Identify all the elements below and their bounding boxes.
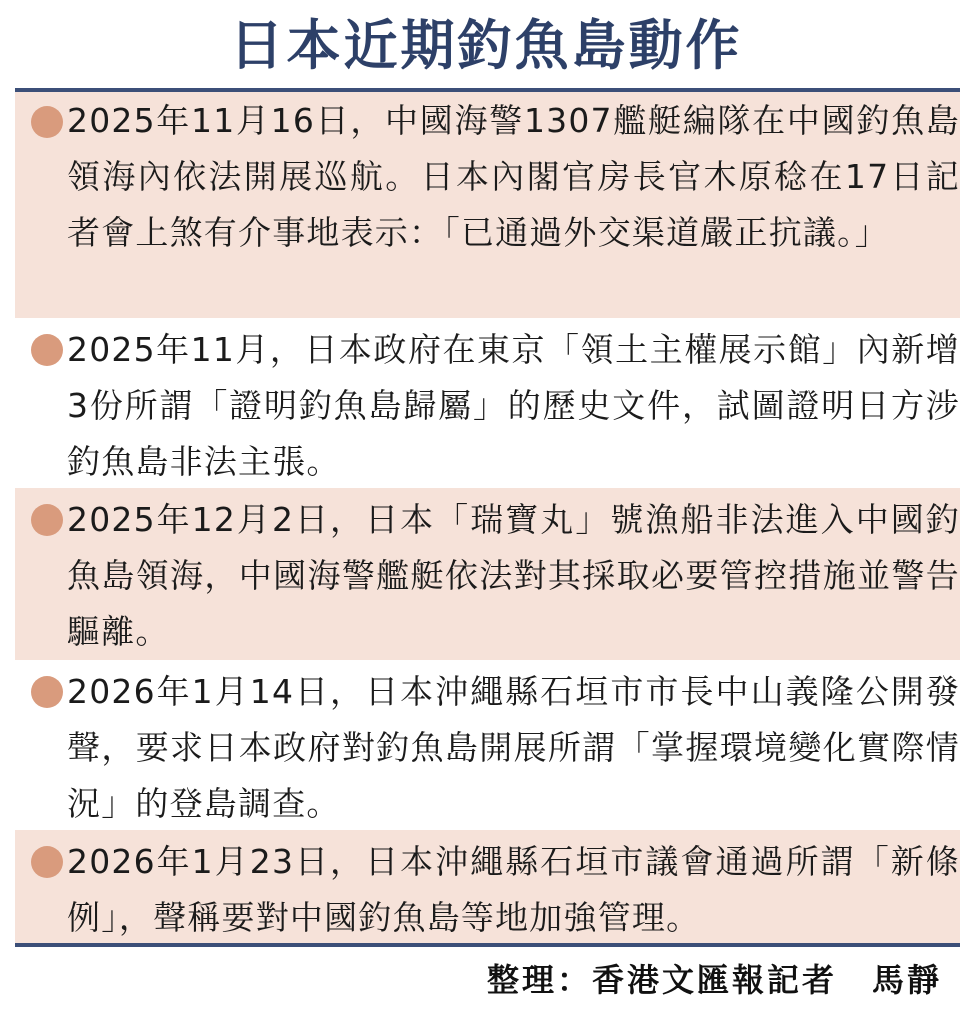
list-item-text: 2025年11月，日本政府在東京「領土主權展示館」內新增3份所謂「證明釣魚島歸屬」的歷史文件，試圖證明日方涉釣魚島非法主張。 [67,330,960,481]
bullet-dot-icon [31,676,63,708]
bullet-dot-icon [31,846,63,878]
bullet-dot-icon [31,334,63,366]
list-item-text: 2025年12月2日，日本「瑞寶丸」號漁船非法進入中國釣魚島領海，中國海警艦艇依法對其採取必要管控措施並警告驅離。 [67,500,960,651]
list-item [15,660,960,830]
list-item-text: 2026年1月23日，日本沖繩縣石垣市議會通過所謂「新條例」，聲稱要對中國釣魚島等地加強管理。 [67,842,960,937]
list-item [15,92,960,318]
list-item-text: 2025年11月16日，中國海警1307艦艇編隊在中國釣魚島領海內依法開展巡航。日本內閣官房長官木原稔在17日記者會上煞有介事地表示：「已通過外交渠道嚴正抗議。」 [67,101,960,252]
list-item [15,830,960,943]
bottom-rule [15,943,960,947]
list-item-text: 2026年1月14日，日本沖繩縣石垣市市長中山義隆公開發聲，要求日本政府對釣魚島開展所謂「掌握環境變化實際情況」的登島調查。 [67,672,960,823]
list-item [15,488,960,660]
bullet-dot-icon [31,504,63,536]
bullet-dot-icon [31,106,63,138]
byline-credit: 整理：香港文匯報記者 馬靜 [486,961,942,999]
list-item [15,318,960,488]
page-title: 日本近期釣魚島動作 [229,14,743,77]
